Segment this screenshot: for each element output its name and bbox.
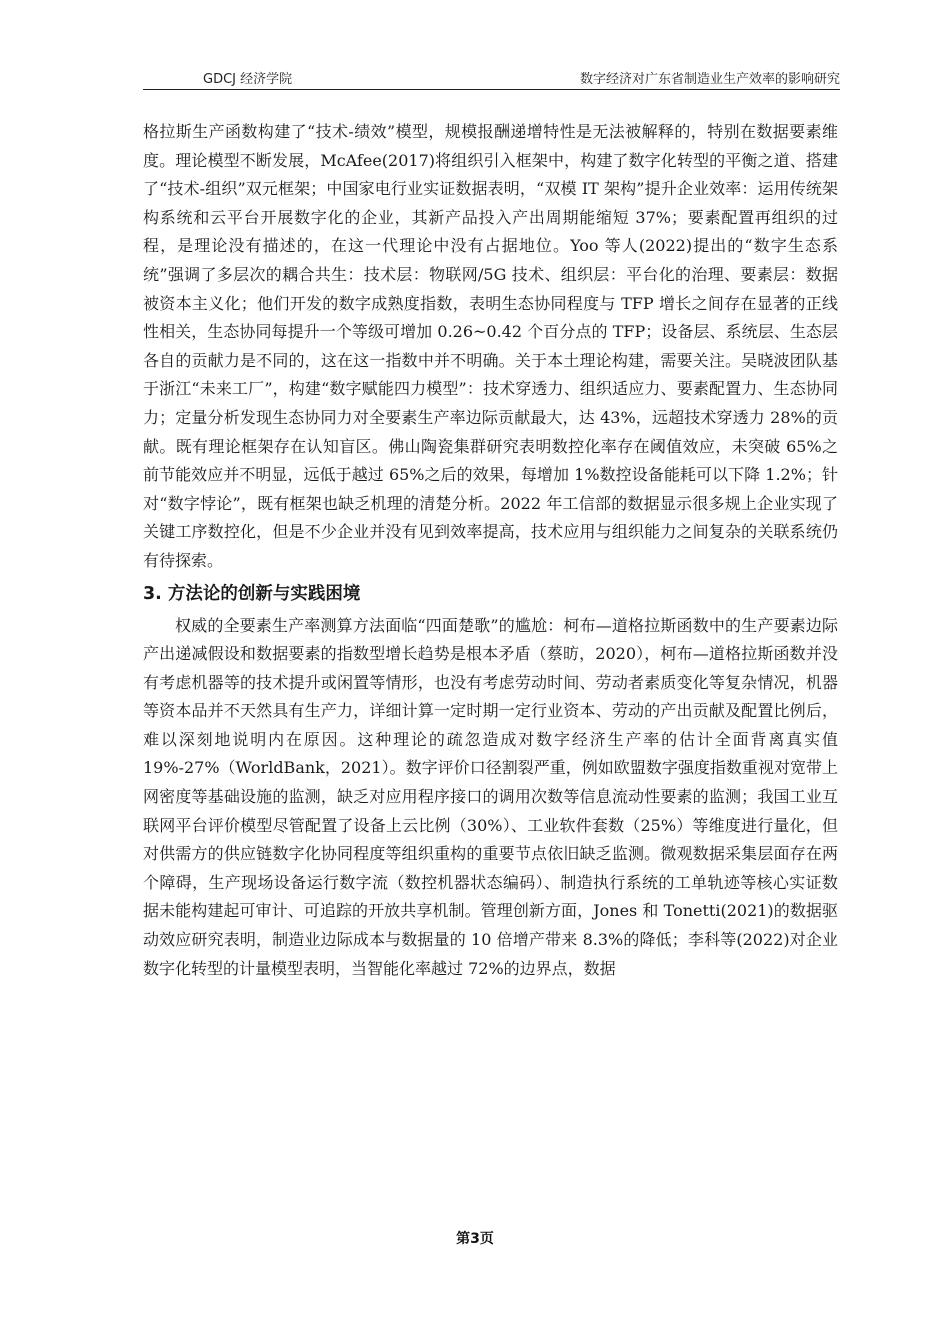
body-text <box>143 118 838 983</box>
paragraph-2: 权威的全要素生产率测算方法面临“四面楚歌”的尴尬：柯布—道格拉斯函数中的生产要素边际产出递减假设和数据要素的指数型增长趋势是根本矛盾（蔡昉，2020），柯布—道格拉斯函数并没有考虑机器等的技术提升或闲置等情形，也没有考虑劳动时间、劳动者素质变化等复杂情况，机器等资本品并不天然具有生产力，详细计算一定时期一定行业资本、劳动的产出贡献及配置比例后，难以深刻地说明内在原因。这种理论的疏忽造成对数字经济生产率的估计全面背离真实值 19%-27%（WorldBank，2021）。数字评价口径割裂严重，例如欧盟数字强度指数重视对宽带上网密度等基础设施的监测，缺乏对应用程序接口的调用次数等信息流动性要素的监测；我国工业互联网平台评价模型尽管配置了设备上云比例（30%）、工业软件套数（25%）等维度进行量化，但对供需方的供应链数字化协同程度等组织重构的重要节点依旧缺乏监测。微观数据采集层面存在两个障碍，生产现场设备运行数字流（数控机器状态编码）、制造执行系统的工单轨迹等核心实证数据未能构建起可审计、可追踪的开放共享机制。管理创新方面，Jones 和 Tonetti(2021)的数据驱动效应研究表明，制造业边际成本与数据量的 10 倍增产带来 8.3%的降低；李科等(2022)对企业数字化转型的计量模型表明，当智能化率越过 72%的边界点，数据 <box>143 615 838 978</box>
header-institution: GDCJ 经济学院 <box>203 72 293 87</box>
section-heading: 3. 方法论的创新与实践困境 <box>143 583 361 604</box>
page-number: 第3页 <box>456 1231 494 1247</box>
header-paper-title: 数字经济对广东省制造业生产效率的影响研究 <box>579 72 840 87</box>
paragraph-1: 格拉斯生产函数构建了“技术-绩效”模型，规模报酬递增特性是无法被解释的，特别在数据要素维度。理论模型不断发展，McAfee(2017)将组织引入框架中，构建了数字化转型的平衡之道、搭建了“技术-组织”双元框架；中国家电行业实证数据表明，“双模 IT 架构”提升企业效率：运用传统架构系统和云平台开展数字化的企业，其新产品投入产出周期能缩短 37%；要素配置再组织的过程，是理论没有描述的，在这一代理论中没有占据地位。Yoo 等人(2022)提出的“数字生态系统”强调了多层次的耦合共生：技术层：物联网/5G 技术、组织层：平台化的治理、要素层：数据被资本主义化；他们开发的数字成熟度指数，表明生态协同程度与 TFP 增长之间存在显著的正线性相关，生态协同每提升一个等级可增加 0.26~0.42 个百分点的 TFP；设备层、系统层、生态层各自的贡献力是不同的，这在这一指数中并不明确。关于本土理论构建，需要关注。吴晓波团队基于浙江“未来工厂”，构建“数字赋能四力模型”：技术穿透力、组织适应力、要素配置力、生态协同力；定量分析发现生态协同力对全要素生产率边际贡献最大，达 43%，远超技术穿透力 28%的贡献。既有理论框架存在认知盲区。佛山陶瓷集群研究表明数控化率存在阈值效应，未突破 65%之前节能效应并不明显，远低于越过 65%之后的效果，每增加 1%数控设备能耗可以下降 1.2%；针对“数字悖论”，既有框架也缺乏机理的清楚分析。2022 年工信部的数据显示很多规上企业实现了关键工序数控化，但是不少企业并没有见到效率提高，技术应用与组织能力之间复杂的关联系统仍有待探索。 <box>143 122 838 570</box>
page-header <box>143 66 840 88</box>
header-divider <box>143 89 840 90</box>
